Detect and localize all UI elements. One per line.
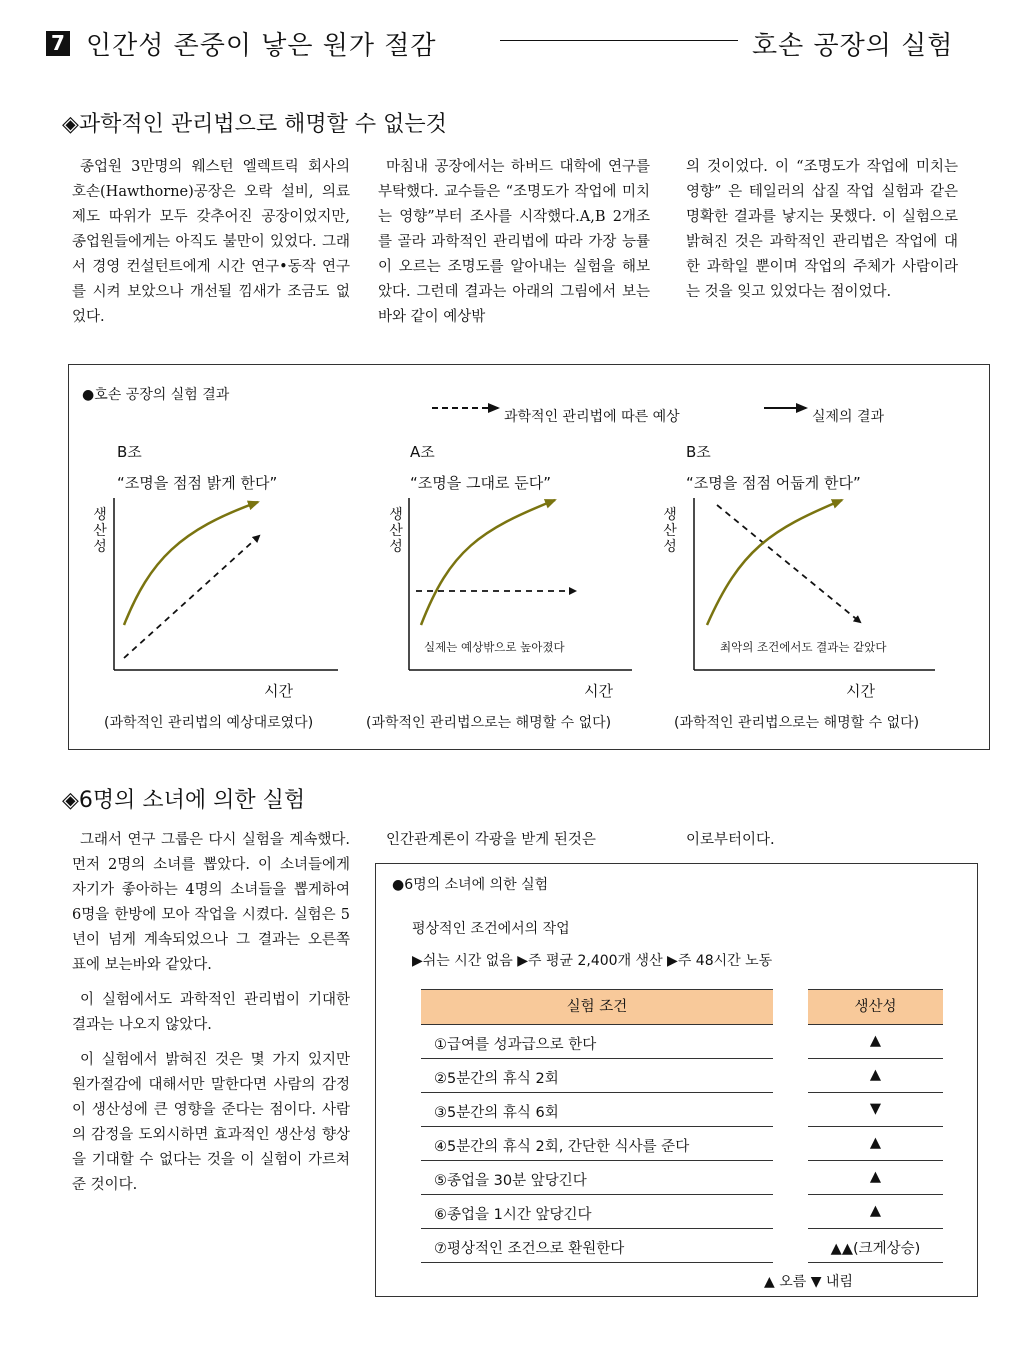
panel2-actual-curve [421, 500, 555, 625]
experiment1-title: ●호손 공장의 실험 결과 [82, 387, 230, 403]
table-row-3-productivity: ▼ [869, 1101, 882, 1117]
chapter-subtitle: 호손 공장의 실험 [752, 31, 954, 61]
panel1-condition: “조명을 점점 밝게 한다” [117, 474, 278, 492]
panel1-group: B조 [117, 443, 142, 461]
panel2-note: 실제는 예상밖으로 높아졌다 [424, 640, 565, 654]
panel1-caption: (과학적인 관리법의 예상대로였다) [104, 715, 314, 731]
panel1-y-label: 생산성 [93, 507, 107, 555]
section2-heading: ◈6명의 소녀에 의한 실험 [62, 788, 306, 813]
panel2-group: A조 [410, 443, 435, 461]
section2-paragraph3: 이 실험에서 밝혀진 것은 몇 가지 있지만 원가절감에 대해서만 말한다면 사람의 감정이 생산성에 큰 영향을 준다는 점이다. 사람의 감정을 도외시하면 효과적인 생산성 향상을 기대할 수 없다는 것을 이 실험이 가르쳐 준 것이다. [72, 1052, 350, 1193]
panel1-expected-line [124, 536, 259, 658]
section1-column3: 의 것이었다. 이 “조명도가 작업에 미치는 영향” 은 테일러의 삽질 작업 실험과 같은 명확한 결과를 낳지는 못했다. 이 실험으로 밝혀진 것은 과학적인 관리법은 작업에 대한 과학일 뿐이며 작업의 주체가 사람이라는 것을 잊고 있었다는 점이었다. [686, 159, 958, 300]
table-row-1-condition: ①급여를 성과급으로 한다 [434, 1037, 597, 1053]
section2-paragraph2: 이 실험에서도 과학적인 관리법이 기대한 결과는 나오지 않았다. [72, 992, 350, 1033]
section2-column2: 인간관계론이 각광을 받게 된것은 [386, 832, 596, 848]
table-row-4-productivity: ▲ [869, 1135, 882, 1151]
table-row-2-productivity: ▲ [869, 1067, 882, 1083]
table-row-6-condition: ⑥종업을 1시간 앞당긴다 [434, 1207, 592, 1223]
table-row-2-condition: ②5분간의 휴식 2회 [434, 1071, 559, 1087]
table-row-1-productivity: ▲ [869, 1033, 882, 1049]
panel3-x-label: 시간 [846, 682, 875, 700]
table-row-7-productivity: ▲▲(크게상승) [830, 1241, 921, 1257]
table-row-3-condition: ③5분간의 휴식 6회 [434, 1105, 559, 1121]
table-header-condition: 실험 조건 [421, 989, 773, 1025]
section2-column3: 이로부터이다. [686, 832, 775, 848]
legend-actual-label: 실제의 결과 [812, 409, 885, 425]
legend-expected-label: 과학적인 관리법에 따른 예상 [504, 409, 680, 425]
panel1-actual-curve [124, 502, 258, 625]
chapter-number: 7 [46, 31, 70, 56]
panel3-note: 최악의 조건에서도 결과는 같았다 [720, 640, 887, 654]
panel2-x-label: 시간 [584, 682, 613, 700]
table-row-5-productivity: ▲ [869, 1169, 882, 1185]
section1-column1: 종업원 3만명의 웨스턴 엘렉트릭 회사의 호손(Hawthorne)공장은 오락 설비, 의료 제도 따위가 모두 갖추어진 공장이었지만, 종업원들에게는 아직도 불만이 있었다. 그래서 경영 컨설턴트에게 시간 연구•동작 연구를 시켜 보았으나 개선될 낌새가 조금도 없었다. [72, 159, 350, 325]
section2-column1 [72, 828, 350, 1208]
panel3-group: B조 [686, 443, 711, 461]
table-row-5-condition: ⑤종업을 30분 앞당긴다 [434, 1173, 587, 1189]
table-row-6-productivity: ▲ [869, 1203, 882, 1219]
table-row-4-condition: ④5분간의 휴식 2회, 간단한 식사를 준다 [434, 1139, 690, 1155]
panel3-y-label: 생산성 [663, 507, 677, 555]
normal-condition-details: ▶쉬는 시간 없음 ▶주 평균 2,400개 생산 ▶주 48시간 노동 [412, 953, 773, 969]
panel2-y-label: 생산성 [389, 507, 403, 555]
panel3-actual-curve [707, 500, 842, 625]
panel2-caption: (과학적인 관리법으로는 해명할 수 없다) [366, 715, 612, 731]
section1-column2: 마침내 공장에서는 하버드 대학에 연구를 부탁했다. 교수들은 “조명도가 작업에 미치는 영향”부터 조사를 시작했다.A,B 2개조를 골라 과학적인 관리법에 따라 가장 능률이 오르는 조명도를 알아내는 실험을 해보았다. 그런데 결과는 아래의 그림에서 보는 바와 같이 예상밖 [378, 159, 650, 325]
panel1-axes [114, 498, 338, 670]
panel2-condition: “조명을 그대로 둔다” [410, 474, 551, 492]
chapter-title: 인간성 존중이 낳은 원가 절감 [86, 31, 437, 61]
table-row-7-condition: ⑦평상적인 조건으로 환원한다 [434, 1241, 625, 1257]
panel3-expected-line [717, 505, 860, 622]
table-header-productivity: 생산성 [808, 989, 943, 1025]
section2-paragraph1: 그래서 연구 그룹은 다시 실험을 계속했다. 먼저 2명의 소녀를 뽑았다. 이 소녀들에게 자기가 좋아하는 4명의 소녀들을 뽑게하여 6명을 한방에 모아 작업을 시켰다. 실험은 5년이 넘게 계속되었으나 그 결과는 오른쪽 표에 보는바와 같았다. [72, 832, 350, 973]
experiment2-title: ●6명의 소녀에 의한 실험 [392, 877, 549, 893]
panel1-x-label: 시간 [264, 682, 293, 700]
section1-heading: ◈과학적인 관리법으로 해명할 수 없는것 [62, 112, 447, 137]
panel3-condition: “조명을 점점 어둡게 한다” [686, 474, 861, 492]
panel3-caption: (과학적인 관리법으로는 해명할 수 없다) [674, 715, 920, 731]
table-legend: ▲ 오름 ▼ 내림 [764, 1274, 853, 1290]
normal-condition-label: 평상적인 조건에서의 작업 [412, 921, 570, 937]
